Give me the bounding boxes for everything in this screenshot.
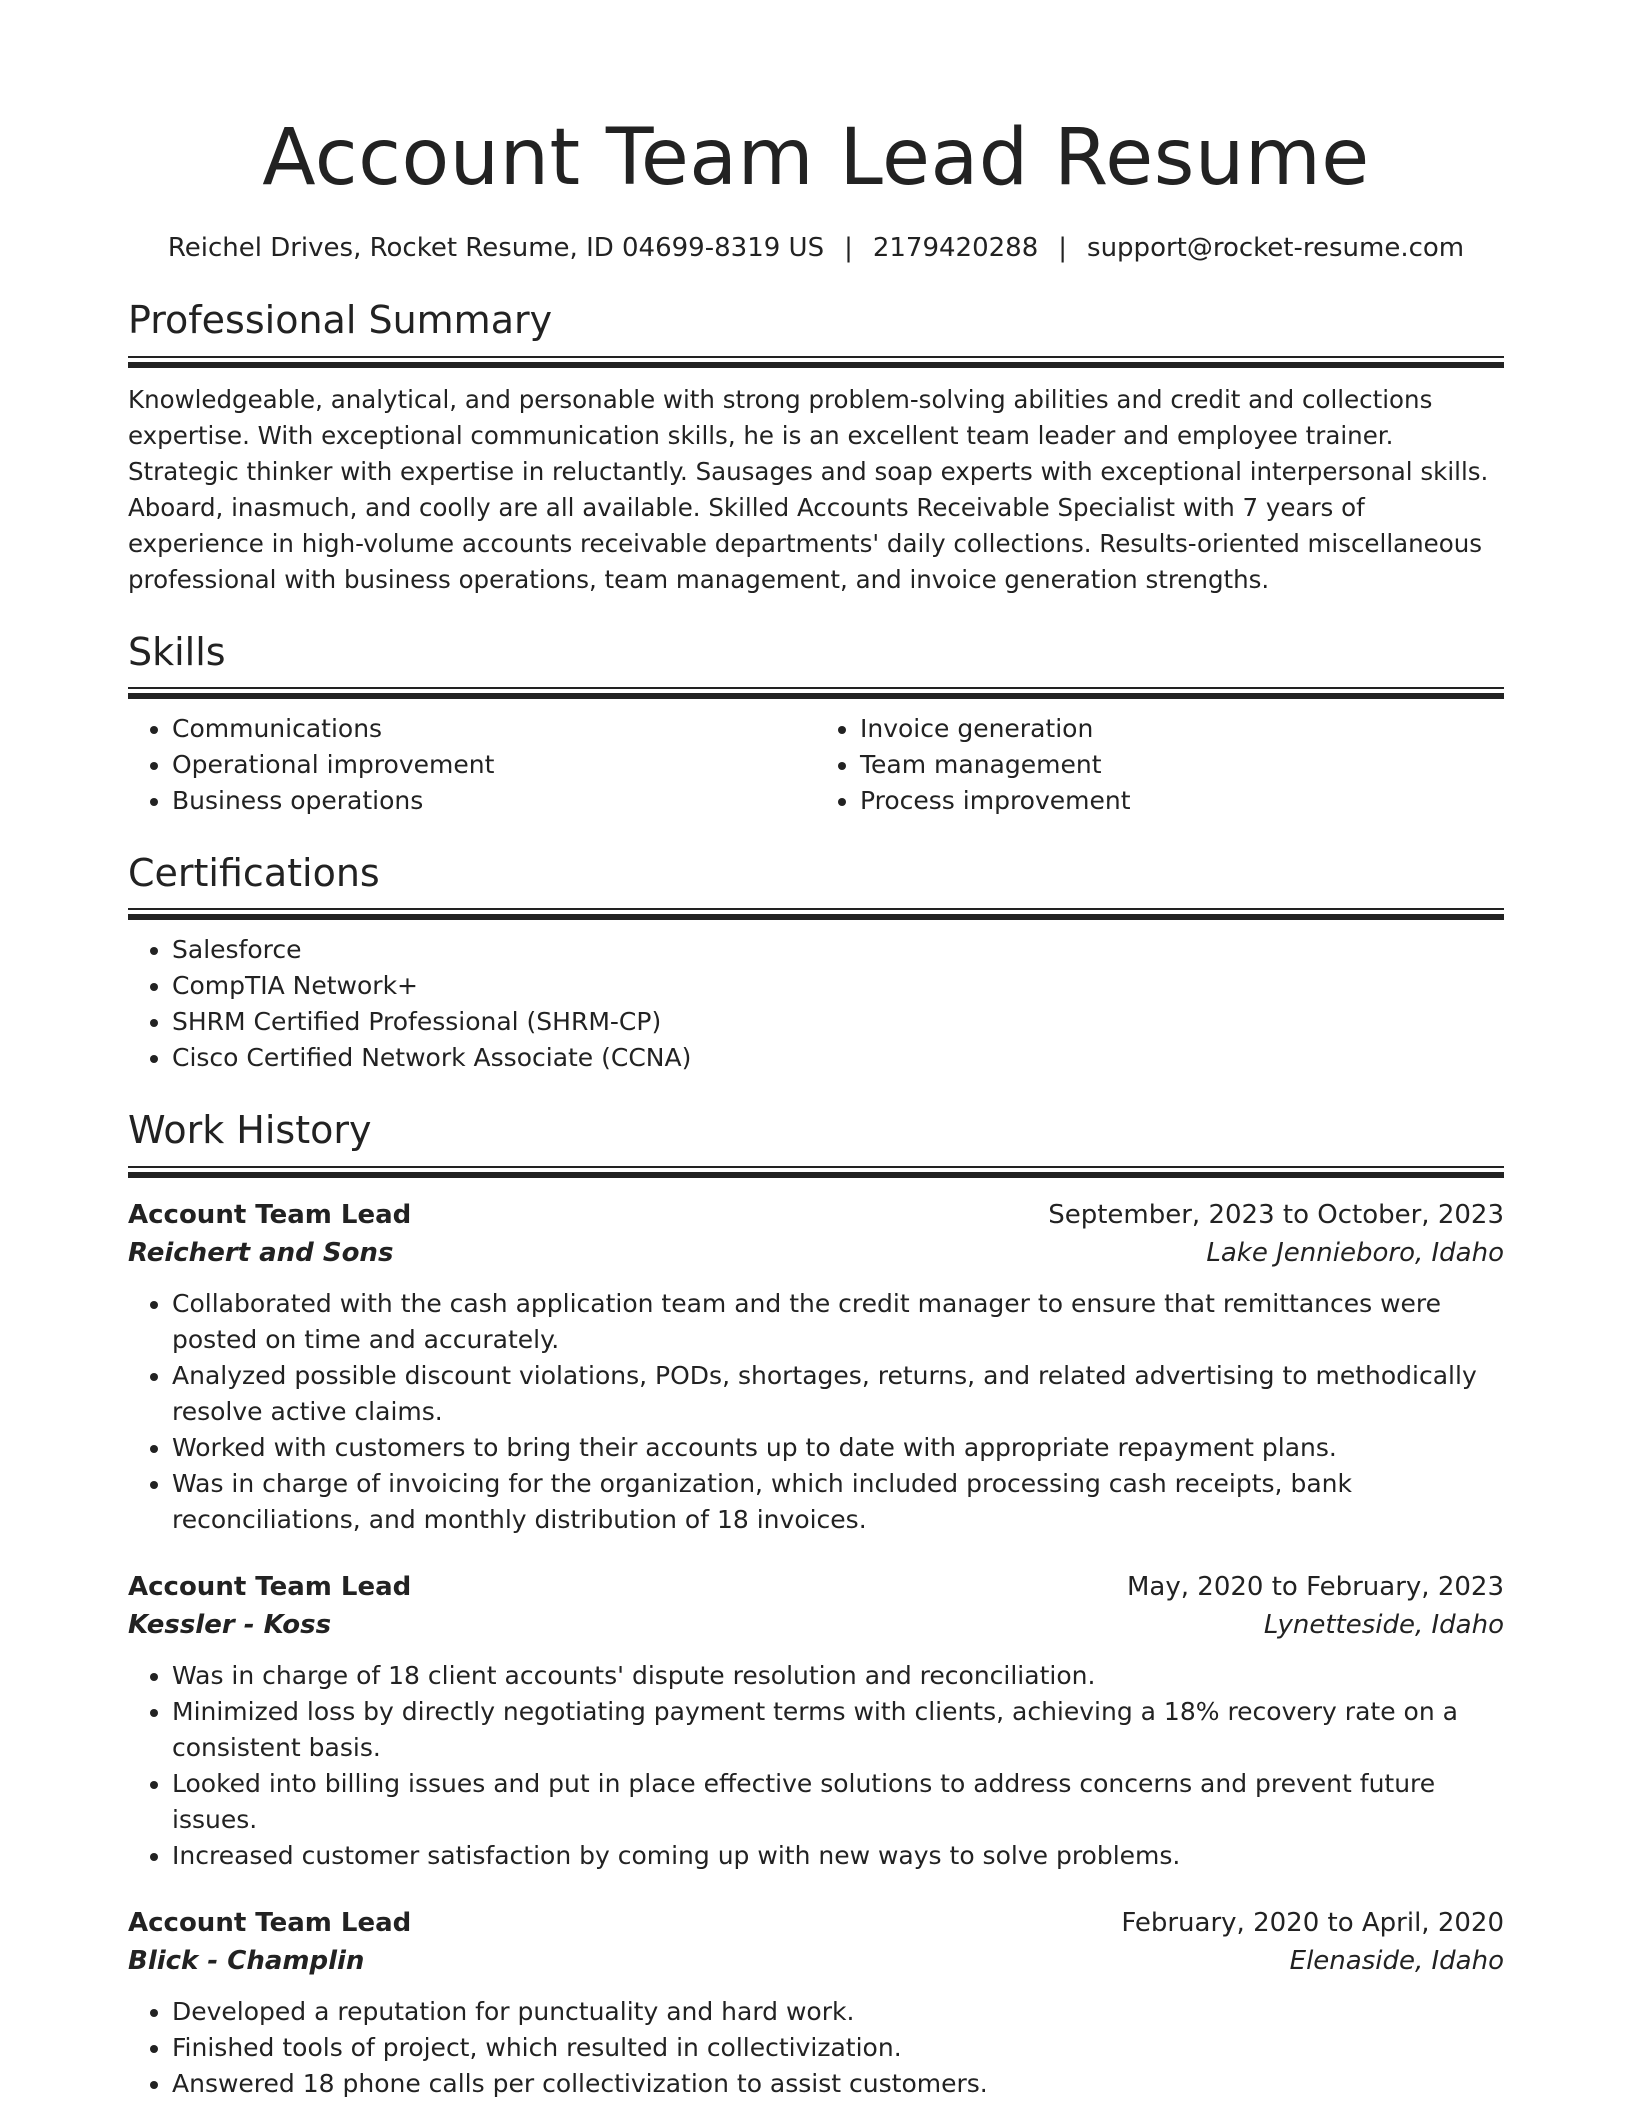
job-entry (128, 1904, 1504, 2102)
job-dates: May, 2020 to February, 2023 (1127, 1571, 1504, 1602)
work-history-section (128, 1106, 1504, 2101)
job-title: Account Team Lead (128, 1199, 412, 1230)
job-bullet: • Increased customer satisfaction by coming up with new ways to solve problems. (172, 1838, 1504, 1874)
skill-item: • Operational improvement (172, 747, 816, 783)
skill-item: • Business operations (172, 783, 816, 819)
contact-line (128, 230, 1504, 266)
job-bullet: • Finished tools of project, which resulted in collectivization. (172, 2030, 1504, 2066)
job-location: Elenaside, Idaho (1289, 1945, 1504, 1976)
job-bullet: • Minimized loss by directly negotiating payment terms with clients, achieving a 18% recovery rate on a consistent basis. (172, 1694, 1504, 1766)
summary-heading: Professional Summary (128, 298, 553, 343)
job-title: Account Team Lead (128, 1571, 412, 1602)
job-dates: February, 2020 to April, 2020 (1121, 1907, 1504, 1938)
skill-item: • Team management (860, 747, 1504, 783)
job-bullet: • Analyzed possible discount violations, PODs, shortages, returns, and related advertising to methodically resolve active claims. (172, 1358, 1504, 1430)
job-subheader (128, 1942, 1504, 1980)
certifications-list (128, 932, 1504, 1076)
skills-columns (128, 711, 1504, 819)
job-header (128, 1904, 1504, 1942)
certifications-heading: Certifications (128, 850, 380, 895)
job-header (128, 1568, 1504, 1606)
job-bullet: • Worked with customers to bring their accounts up to date with appropriate repayment plans. (172, 1430, 1504, 1466)
contact-email: support@rocket-resume.com (1087, 232, 1465, 263)
job-company: Kessler - Koss (128, 1609, 332, 1640)
resume-title: Account Team Lead Resume (262, 113, 1370, 203)
job-location: Lynetteside, Idaho (1263, 1609, 1504, 1640)
contact-phone: 2179420288 (872, 232, 1039, 263)
work-history-heading: Work History (128, 1108, 372, 1153)
skills-section (128, 628, 1504, 819)
job-company: Blick - Champlin (128, 1945, 365, 1976)
job-bullets (128, 1286, 1504, 1538)
skill-item: • Invoice generation (860, 711, 1504, 747)
contact-address: Reichel Drives, Rocket Resume, ID 04699-8319 US (167, 232, 825, 263)
section-divider (128, 687, 1504, 699)
job-subheader (128, 1234, 1504, 1272)
certification-item: • Salesforce (172, 932, 1504, 968)
certification-item: • Cisco Certified Network Associate (CCNA) (172, 1040, 1504, 1076)
skill-item: • Process improvement (860, 783, 1504, 819)
certification-item: • CompTIA Network+ (172, 968, 1504, 1004)
certification-item: • SHRM Certified Professional (SHRM-CP) (172, 1004, 1504, 1040)
job-bullets (128, 1994, 1504, 2102)
job-bullet: • Developed a reputation for punctuality and hard work. (172, 1994, 1504, 2030)
job-bullets (128, 1658, 1504, 1874)
job-bullet: • Answered 18 phone calls per collectivization to assist customers. (172, 2066, 1504, 2102)
job-subheader (128, 1606, 1504, 1644)
skills-list-left (128, 711, 816, 819)
job-entry (128, 1196, 1504, 1538)
section-divider (128, 1166, 1504, 1178)
job-title: Account Team Lead (128, 1907, 412, 1938)
section-divider (128, 356, 1504, 368)
job-entry (128, 1568, 1504, 1874)
job-bullet: • Was in charge of invoicing for the organization, which included processing cash receipts, bank reconciliations, and monthly distribution of 18 invoices. (172, 1466, 1504, 1538)
skill-item: • Communications (172, 711, 816, 747)
job-bullet: • Was in charge of 18 client accounts' dispute resolution and reconciliation. (172, 1658, 1504, 1694)
contact-separator: | (1058, 232, 1068, 263)
job-location: Lake Jennieboro, Idaho (1206, 1237, 1504, 1268)
summary-text: Knowledgeable, analytical, and personable with strong problem-solving abilities and credit and collections expertise. With exceptional communication skills, he is an excellent team leader and employee trainer. Strategic thinker with expertise in reluctantly. Sausages and soap experts with exceptional interpersonal skills. Aboard, inasmuch, and coolly are all available. Skilled Accounts Receivable Specialist with 7 years of experience in high-volume accounts receivable departments' daily collections. Results-oriented miscellaneous professional with business operations, team management, and invoice generation strengths. (128, 384, 1489, 594)
contact-separator: | (844, 232, 853, 263)
summary-section (128, 296, 1504, 597)
job-bullet: • Looked into billing issues and put in place effective solutions to address concerns and prevent future issues. (172, 1766, 1504, 1838)
skills-list-right (816, 711, 1504, 819)
job-header (128, 1196, 1504, 1234)
job-dates: September, 2023 to October, 2023 (1048, 1199, 1504, 1230)
job-company: Reichert and Sons (128, 1237, 394, 1268)
certifications-section (128, 849, 1504, 1076)
skills-heading: Skills (128, 629, 226, 674)
job-bullet: • Collaborated with the cash application team and the credit manager to ensure that remittances were posted on time and accurately. (172, 1286, 1504, 1358)
section-divider (128, 908, 1504, 920)
